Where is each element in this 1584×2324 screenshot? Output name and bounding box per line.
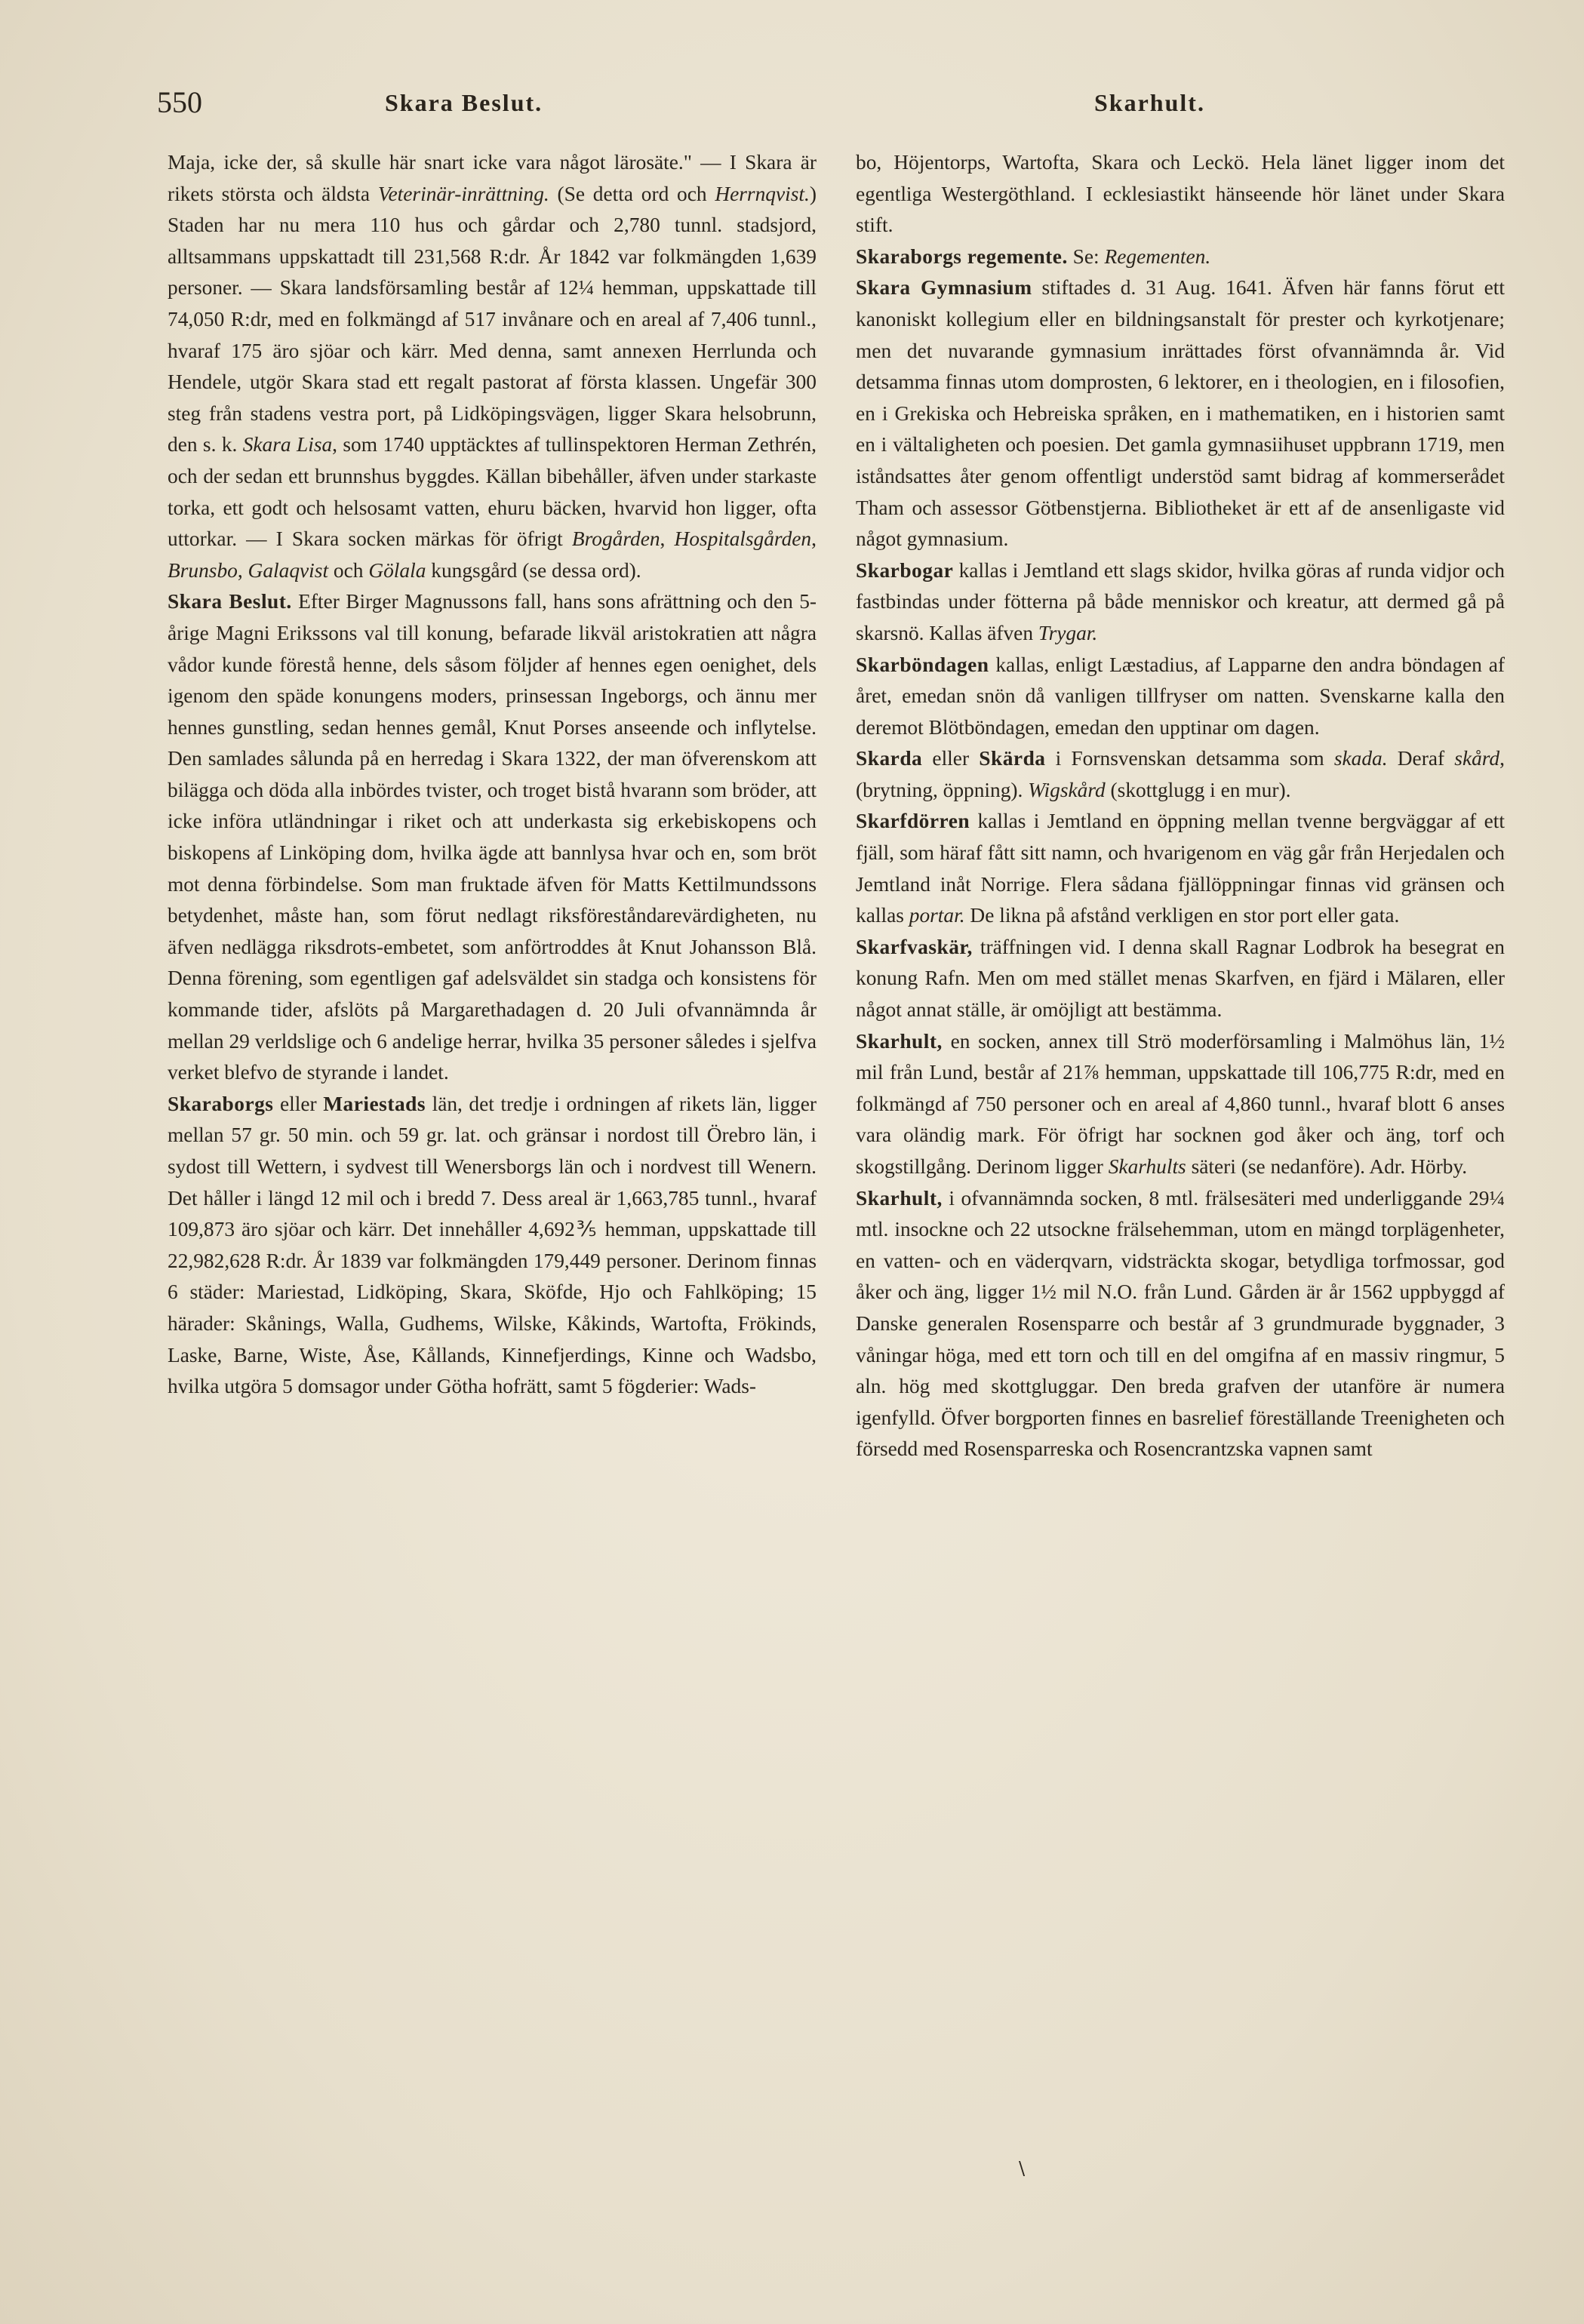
body-text: och [328, 558, 369, 582]
entry-paragraph [856, 650, 1505, 744]
italic-reference: skård [1454, 747, 1500, 770]
italic-reference: Hospitalsgården [674, 527, 812, 551]
body-text: kallas, enligt Læstadius, af Lapparne den andra böndagen af året, emedan snön då vanligen tillfryser om natten. Svenskarne kalla den deremot Blötböndagen, emedan den upptinar om dagen. [856, 653, 1505, 739]
body-text: (skottglugg i en mur). [1105, 778, 1291, 801]
entry-headword: Skärda [979, 747, 1046, 770]
body-text: en socken, annex till Strö moderförsamling i Malmöhus län, 1½ mil från Lund, består af 21⅞ hemman, uppskattade till 106,775 R:dr, med en folkmängd af 750 personer och en areal af 4,860 tunnl., hvaraf blott 6 anses vara oländig mark. För öfrigt har socknen god åker och äng, torf och skogstillgång. Derinom ligger [856, 1029, 1505, 1178]
body-text: ) Staden har nu mera 110 hus och gårdar och 2,780 tunnl. stadsjord, alltsammans uppskattadt till 231,568 R:dr. År 1842 var folkmängden 1,639 personer. — Skara landsförsamling består af 12¼ hemman, uppskattade till 74,050 R:dr, med en folkmängd af 517 invånare och en areal af 7,406 tunnl., hvaraf 175 äro sjöar och kärr. Med denna, samt annexen Herrlunda och Hendele, utgör Skara stad ett regalt pastorat af första klassen. Ungefär 300 steg från stadens vestra port, på Lidköpingsvägen, ligger Skara helsobrunn, den s. k. [168, 182, 817, 456]
body-text: i Fornsvenskan detsamma som [1045, 747, 1334, 770]
entry-headword: Skarda [856, 747, 923, 770]
italic-reference: Regementen. [1104, 244, 1211, 268]
body-text: Se: [1067, 244, 1105, 268]
entry-paragraph [856, 806, 1505, 931]
body-text: , [811, 527, 817, 551]
entry-headword: Skarhult, [856, 1029, 943, 1053]
entry-headword: Skaraborgs regemente. [856, 244, 1068, 268]
italic-reference: Gölala [368, 558, 426, 582]
page-header [0, 85, 1584, 130]
italic-reference: Skara Lisa [242, 433, 333, 456]
body-text: , (brytning, öppning). [856, 747, 1505, 801]
entry-headword: Skarbogar [856, 558, 954, 582]
entry-paragraph [856, 743, 1505, 806]
entry-headword: Skarfvaskär, [856, 935, 973, 958]
running-head-left: Skara Beslut. [385, 89, 543, 116]
italic-reference: Veterinär-inrättning. [377, 182, 549, 205]
body-text: , [237, 558, 248, 582]
entry-paragraph [168, 147, 817, 586]
entry-paragraph [856, 272, 1505, 555]
body-text: Efter Birger Magnussons fall, hans sons afrättning och den 5-årige Magni Erikssons val till konung, befarade likväl aristokratien att några vådor kunde förestå henne, dels såsom följder af hennes egen oenighet, dels igenom den späde konungens moders, prinsessan Ingeborgs, och ännu mer hennes gunstling, sedan hennes gemål, Knut Porses anseende och inflytelse. Den samlades sålunda på en herredag i Skara 1322, der man öfverenskom att bilägga och döda alla inbördes tvister, och troget bistå hvarann som bröder, att icke införa utländningar i riket och att underkasta sig erkebiskopens och biskopens af Linköping dom, hvilka ägde att bannlysa hvar och en, som bröt mot denna förbindelse. Som man fruktade äfven för Matts Kettilmundssons betydenhet, måste han, som förut nedlagt riksföreståndarevärdigheten, nu äfven nedlägga riksdrots-embetet, som anförtroddes åt Knut Johansson Blå. Denna förening, som egentligen gaf adelsväldet sin stadga och konsistens för kommande tider, afslöts på Margarethadagen d. 20 Juli ofvannämnda år mellan 29 verldslige och 6 andelige herrar, hvilka 35 personer således i sjelfva verket blefvo de styrande i landet. [168, 590, 817, 1084]
body-text: län, det tredje i ordningen af rikets län, ligger mellan 57 gr. 50 min. och 59 gr. lat. och gränsar i nordost till Örebro län, i sydost till Wettern, i sydvest till Wenersborgs län och i nordvest till Wenern. Det håller i längd 12 mil och i bredd 7. Dess areal är 1,663,785 tunnl., hvaraf 109,873 äro sjöar och kärr. Det innehåller 4,692⅗ hemman, uppskattade till 22,982,628 R:dr. År 1839 var folkmängden 179,449 personer. Derinom finnas 6 städer: Mariestad, Lidköping, Skara, Sköfde, Hjo och Fahlköping; 15 härader: Skånings, Walla, Gudhems, Wilske, Kåkinds, Wartofta, Frökinds, Laske, Barne, Wiste, Åse, Kållands, Kinnefjerdings, Kinne och Wadsbo, hvilka utgöra 5 domsagor under Götha hofrätt, samt 5 fögderier: Wads- [168, 1092, 817, 1398]
body-text: säteri (se nedanföre). Adr. Hörby. [1186, 1155, 1468, 1178]
entry-headword: Skara Beslut. [168, 590, 292, 613]
entry-headword: Skarfdörren [856, 810, 970, 833]
entry-headword: Mariestads [323, 1092, 426, 1115]
body-text: kallas i Jemtland en öppning mellan tvenne bergväggar af ett fjäll, som häraf fått sitt namn, och hvarigenom en väg går från Herjedalen och Jemtland inåt Norrige. Flera sådana fjällöppningar finnas vid gränsen och kallas [856, 810, 1505, 927]
body-text: Deraf [1387, 747, 1455, 770]
italic-reference: skada. [1333, 747, 1388, 770]
italic-reference: Herrnqvist. [715, 182, 810, 205]
body-text: kungsgård (se dessa ord). [426, 558, 641, 582]
entry-paragraph [856, 1026, 1505, 1183]
body-text: eller [922, 747, 980, 770]
body-text: eller [273, 1092, 324, 1115]
body-text: , [660, 527, 675, 551]
entry-paragraph [856, 932, 1505, 1026]
body-text: , som 1740 upptäcktes af tullinspektoren Herman Zethrén, och der sedan ett brunnshus byggdes. Källan bibehåller, äfven under starkaste torka, ett godt och helsosamt vatten, ehuru bäcken, hvarvid hon ligger, ofta uttorkar. — I Skara socken märkas för öfrigt [168, 433, 817, 551]
entry-paragraph [856, 555, 1505, 650]
footer-mark: \ [1019, 2158, 1026, 2179]
italic-reference: Trygar. [1038, 621, 1098, 644]
entry-headword: Skarböndagen [856, 653, 989, 676]
body-text: i ofvannämnda socken, 8 mtl. frälsesäteri med underliggande 29¼ mtl. insockne och 22 utsockne frälsehemman, utom en mängd torplägenheter, en vatten- och en väderqvarn, vidsträckta skogar, betydliga torfmossar, god åker och äng, ligger 1½ mil N.O. från Lund. Gården är år 1562 uppbyggd af Danske generalen Rosensparre och består af 3 grundmurade byggnader, 3 våningar höga, med ett torn och till en del omgifna af en massiv ringmur, 5 aln. hög med skottgluggar. Den breda grafven der utanföre är numera igenfylld. Öfver borgporten finnes en basrelief föreställande Treenigheten och försedd med Rosensparreska och Rosencrantzska vapnen samt [856, 1186, 1505, 1461]
body-text: Maja, icke der, så skulle här snart icke vara något lärosäte." — I Skara är rikets största och äldsta [168, 151, 817, 205]
entry-paragraph [856, 241, 1505, 273]
italic-reference: Brunsbo [168, 558, 238, 582]
body-text: (Se detta ord och [549, 182, 715, 205]
body-text: kallas i Jemtland ett slags skidor, hvilka göras af runda vidjor och fastbindas under fötterna på både menniskor och kreatur, att dermed gå på skarsnö. Kallas äfven [856, 558, 1505, 644]
left-column [168, 147, 817, 1403]
entry-headword: Skarhult, [856, 1186, 943, 1210]
body-text: träffningen vid. I denna skall Ragnar Lodbrok ha besegrat en konung Rafn. Men om med stället menas Skarfven, en fjärd i Mälaren, eller något annat ställe, är omöjligt att bestämma. [856, 935, 1505, 1022]
right-column [856, 147, 1505, 1465]
italic-reference: Skarhults [1108, 1155, 1186, 1178]
entry-paragraph [856, 1183, 1505, 1465]
entry-paragraph [168, 586, 817, 1089]
entry-headword: Skara Gymnasium [856, 276, 1032, 300]
italic-reference: Wigskård [1028, 778, 1106, 801]
entry-paragraph [856, 147, 1505, 241]
entry-paragraph [168, 1089, 817, 1403]
page-number: 550 [157, 85, 202, 119]
italic-reference: portar. [909, 904, 965, 927]
body-text: bo, Höjentorps, Wartofta, Skara och Leckö. Hela länet ligger inom det egentliga Westergöthland. I ecklesiastikt hänseende hör länet under Skara stift. [856, 151, 1505, 237]
entry-headword: Skaraborgs [168, 1092, 274, 1115]
italic-reference: Galaqvist [248, 558, 329, 582]
body-text: stiftades d. 31 Aug. 1641. Äfven här fanns förut ett kanoniskt kollegium eller en bildningsanstalt för prester och kyrkotjenare; men det nuvarande gymnasium inrättades först ofvannämnda år. Vid detsamma finnas utom domprosten, 6 lektorer, en i theologien, en i filosofien, en i Grekiska och Hebreiska språken, en i mathematiken, en i historien samt en i vältaligheten och poesien. Det gamla gymnasiihuset uppbrann 1719, men iståndsattes åter genom offentligt understöd samt bidrag af kommerserådet Tham och assessor Götbenstjerna. Bibliotheket är ett af de ansenligaste vid något gymnasium. [856, 276, 1505, 551]
italic-reference: Brogården [571, 527, 660, 551]
body-text: De likna på afstånd verkligen en stor port eller gata. [964, 904, 1400, 927]
running-head-right: Skarhult. [1094, 89, 1205, 116]
